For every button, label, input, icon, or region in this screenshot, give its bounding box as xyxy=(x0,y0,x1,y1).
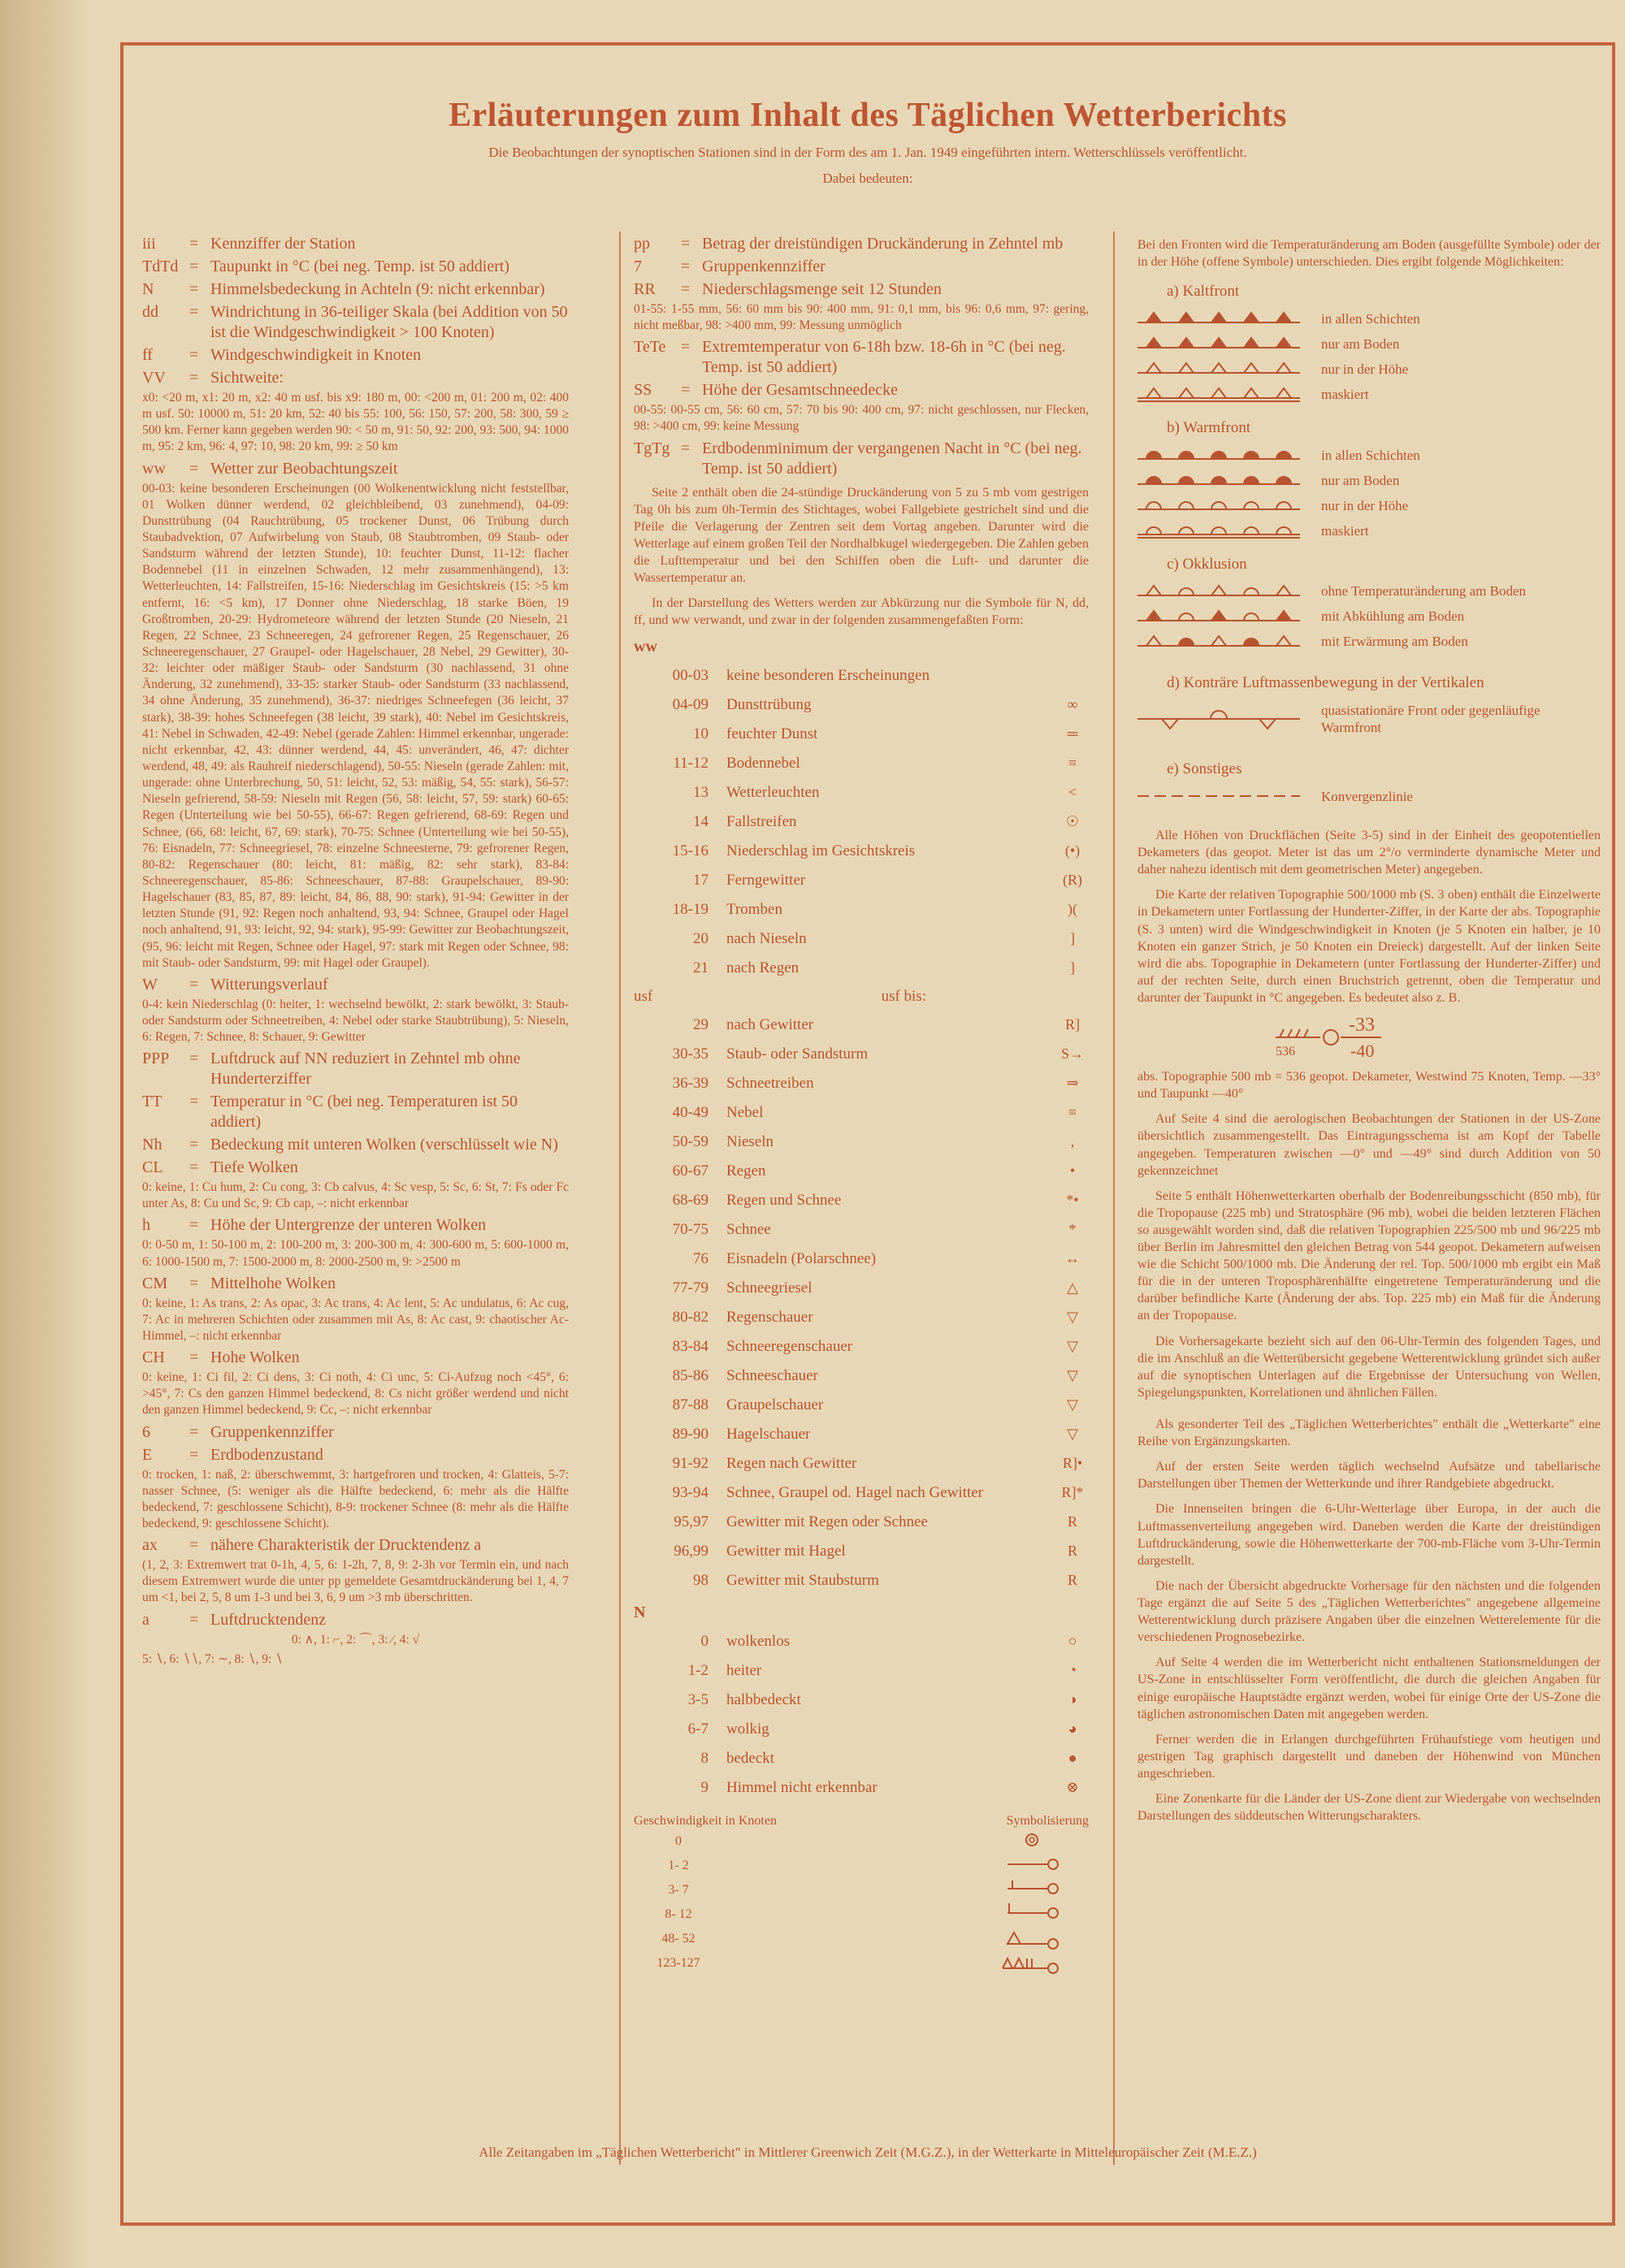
ww-symbol-icon: ▽ xyxy=(1067,1338,1078,1355)
ww-description: keine besonderen Erscheinungen xyxy=(726,666,930,684)
ww-symbol-icon: ═ xyxy=(1067,725,1078,742)
cloud-cover-code: 6-7 xyxy=(687,1720,708,1738)
ww-row xyxy=(634,1185,1089,1214)
wind-table xyxy=(634,1829,1089,1976)
cloud-cover-description: wolkenlos xyxy=(726,1632,791,1650)
okklusion-list xyxy=(1138,578,1601,654)
ww-code: 30-35 xyxy=(672,1045,708,1063)
ww-symbol-icon: • xyxy=(1069,1162,1076,1179)
ww-symbol-icon: S→ xyxy=(1060,1045,1084,1063)
warmfront-row xyxy=(1138,468,1601,493)
ww-description: Schneegriesel xyxy=(726,1279,812,1296)
ww-description: Eisnadeln (Polarschnee) xyxy=(726,1249,877,1267)
def-ax: ax = nähere Charakteristik der Drucktendenz a xyxy=(142,1536,482,1555)
okklusion-head: c) Okklusion xyxy=(1167,555,1247,573)
def-a: a = Luftdrucktendenz xyxy=(142,1610,327,1629)
warmfront-label: in allen Schichten xyxy=(1321,447,1420,463)
ww-code: 80-82 xyxy=(672,1308,708,1326)
wind-barb-icon xyxy=(999,1830,1064,1853)
ww-row xyxy=(634,1390,1089,1419)
def-ax-desc: (1, 2, 3: Extremwert trat 0-1h, 4, 5, 6: 1-2h, 7, 8, 9: 2-3h vor Termin ein, und nach diesem Extremwert wurde die unter pp gemeldete Gesamtdruckänderung bei 1, 4, 7 um <1, bei 2, 5, 8 um 1-3 und bei 3, 6, 9 um >3 mb überschritten. xyxy=(142,1558,569,1605)
cloud-cover-code: 3-5 xyxy=(687,1690,708,1708)
fronts-intro: Bei den Fronten wird die Temperaturänderung am Boden (ausgefüllte Symbole) oder der in der Höhe (offene Symbole) unterschieden. Dies ergibt folgende Möglichkeiten: xyxy=(1138,238,1601,270)
page-footer: Alle Zeitangaben im „Täglichen Wetterbericht" in Mittlerer Greenwich Zeit (M.G.Z.), in der Wetterkarte in Mitteleuropäischer Zeit (M.E.Z.) xyxy=(479,2145,1257,2160)
wind-speed-label: 0 xyxy=(675,1834,682,1849)
ww-code: 00-03 xyxy=(672,666,708,684)
warmfront-symbol-icon xyxy=(1138,493,1300,517)
warmfront-label: maskiert xyxy=(1321,522,1369,539)
kaltfront-label: in allen Schichten xyxy=(1321,310,1420,327)
warmfront-row xyxy=(1138,443,1601,468)
ww-row xyxy=(634,1302,1089,1331)
kaltfront-symbol-icon xyxy=(1138,331,1300,356)
ww-description: Gewitter mit Staubsturm xyxy=(726,1571,879,1589)
paragraph-example: abs. Topographie 500 mb = 536 geopot. Dekameter, Westwind 75 Knoten, Temp. —33° und Taupunkt —40° xyxy=(1138,1070,1601,1102)
cloud-cover-symbol-icon: ◕ xyxy=(1068,1720,1077,1738)
okklusion-label: mit Erwärmung am Boden xyxy=(1321,634,1468,650)
ww-code: 14 xyxy=(693,812,708,830)
ww-row xyxy=(634,836,1089,865)
ww-code: 21 xyxy=(693,959,708,976)
ww-code: 77-79 xyxy=(672,1279,708,1296)
ww-row xyxy=(634,953,1089,982)
warmfront-label: nur am Boden xyxy=(1321,472,1400,488)
def-cl-desc: 0: keine, 1: Cu hum, 2: Cu cong, 3: Cb calvus, 4: Sc vesp, 5: Sc, 6: St, 7: Fs oder Fc unter As, 8: Cu und Sc, 9: Cb cap, –: nicht erkennbar xyxy=(142,1180,569,1211)
def-iii: iii = Kennziffer der Station xyxy=(142,235,356,253)
ww-code: 60-67 xyxy=(672,1162,708,1179)
wind-speed-label: 8- 12 xyxy=(665,1907,692,1922)
def-rr-desc: 01-55: 1-55 mm, 56: 60 mm bis 90: 400 mm, 91: 0,1 mm, bis 96: 0,6 mm, 97: gering, nicht meßbar, 98: >400 mm, 99: Messung unmöglich xyxy=(634,302,1089,333)
ww-row xyxy=(634,1273,1089,1302)
cloud-cover-row xyxy=(634,1743,1089,1772)
ww-symbol-icon: < xyxy=(1068,784,1077,801)
def-six: 6 = Gruppenkennziffer xyxy=(142,1422,334,1441)
def-cl: CL = Tiefe Wolken xyxy=(142,1158,298,1177)
ww-description: nach Regen xyxy=(726,959,800,976)
def-tete: TeTe = Extremtemperatur von 6-18h bzw. 18-6h in °C (bei neg. Temp. ist 50 addiert) xyxy=(634,338,1066,377)
def-seven: 7 = Gruppenkennziffer xyxy=(634,258,826,275)
ww-code: 93-94 xyxy=(672,1483,708,1501)
wind-speed-label: 3- 7 xyxy=(668,1883,689,1898)
ww-description: Graupelschauer xyxy=(726,1396,824,1413)
ww-row xyxy=(634,1478,1089,1507)
seite-2-paragraph-b: In der Darstellung des Wetters werden zur Abkürzung nur die Symbole für N, dd, ff, und ww verwandt, und zwar in der folgenden zusammengefaßten Form: xyxy=(634,596,1089,628)
ww-row xyxy=(634,807,1089,836)
ww-description: Regen xyxy=(726,1162,766,1179)
page-subtitle-2: Dabei bedeuten: xyxy=(822,171,913,186)
def-h: h = Höhe der Untergrenze der unteren Wolken xyxy=(142,1216,487,1235)
wind-row xyxy=(634,1951,1089,1976)
ww-symbol-icon: R xyxy=(1067,1572,1077,1589)
ww-row xyxy=(634,777,1089,807)
def-tt: TT = Temperatur in °C (bei neg. Temperaturen ist 50 addiert) xyxy=(142,1093,518,1132)
ww-description: Staub- oder Sandsturm xyxy=(726,1045,869,1063)
ww-description: nach Nieseln xyxy=(726,929,807,947)
ww-code: 91-92 xyxy=(672,1454,708,1472)
ww-description: feuchter Dunst xyxy=(726,725,818,742)
ww-table xyxy=(634,660,1089,982)
kaltfront-row xyxy=(1138,357,1601,382)
wind-row xyxy=(634,1927,1089,1951)
cloud-cover-code: 8 xyxy=(700,1749,708,1767)
ww-code: 98 xyxy=(693,1571,708,1589)
def-cm-desc: 0: keine, 1: As trans, 2: As opac, 3: Ac trans, 4: Ac lent, 5: Ac undulatus, 6: Ac cug, 7: Ac in mehreren Schichten oder zusammen mit As, 8: Ac cast, 9: chaotischer Ac-Himmel, –: nicht erkennbar xyxy=(142,1296,569,1344)
topography-example xyxy=(1138,1015,1601,1063)
ww-row xyxy=(634,865,1089,894)
okklusion-symbol-icon xyxy=(1138,604,1300,629)
def-ff: ff = Windgeschwindigkeit in Knoten xyxy=(142,346,422,364)
wind-barb-icon xyxy=(999,1879,1064,1902)
cloud-cover-description: wolkig xyxy=(726,1720,769,1738)
ww-code: 85-86 xyxy=(672,1366,708,1384)
warmfront-symbol-icon xyxy=(1138,518,1300,543)
def-w-desc: 0-4: kein Niederschlag (0: heiter, 1: wechselnd bewölkt, 2: stark bewölkt, 3: Staub- oder Sandsturm oder Schneetreiben, 4: Nebel oder starke Staubtrübung), 5: Nieseln, 6: Regen, 7: Schnee, 8: Schauer, 9: Gewitter xyxy=(142,997,569,1045)
warmfront-symbol-icon xyxy=(1138,443,1300,467)
ww-code: 10 xyxy=(693,725,708,742)
def-ss: SS = Höhe der Gesamtschneedecke xyxy=(634,381,898,400)
paragraph-inner-pages: Die Innenseiten bringen die 6-Uhr-Wetterlage über Europa, in der auch die Luftmassenverteilung angegeben wird. Daneben werden die Karte der dreistündigen Luftdruckänderung, sowie die Höhenwetterkarte der 700-mb-Fläche vom 3-Uhr-Termin dargestellt. xyxy=(1138,1502,1601,1568)
konvergenz-line-icon xyxy=(1138,788,1300,804)
ww-symbol-icon: ▽ xyxy=(1067,1367,1078,1384)
wind-barb-icon xyxy=(999,1903,1064,1926)
def-a-desc-2: 5: ∖, 6: ∖∖, 7: ∼, 8: ∖, 9: ∖ xyxy=(142,1651,283,1666)
def-tdtd: TdTd = Taupunkt in °C (bei neg. Temp. ist 50 addiert) xyxy=(142,258,510,275)
ww-description: Nieseln xyxy=(726,1132,774,1150)
def-h-desc: 0: 0-50 m, 1: 50-100 m, 2: 100-200 m, 3: 200-300 m, 4: 300-600 m, 5: 600-1000 m, 6: 1000-1500 m, 7: 1500-2000 m, 8: 2000-2500 m, 9: >2500 m xyxy=(142,1238,569,1269)
ww-code: 17 xyxy=(693,871,708,889)
paragraph-seite-5: Seite 5 enthält Höhenwetterkarten oberhalb der Bodenreibungsschicht (850 mb), für die Tropopause (225 mb) und Stratosphäre (96 mb), wobei die beiden letzteren Flächen so ausgewählt worden sind, daß die relativen Topographien 225/500 mb und 96/225 mb über Berlin im Jahresmittel den gleichen Betrag von 544 geopot. Dekametern aufweisen wie die Schicht 500/1000 mb. Die Änderung der rel. Top. 500/1000 mb ergibt ein Maß für die in der unteren Troposphärenhälfte eingetretene Temperaturänderung und die darüber befindliche Karte (Änderung der abs. Top. 225 mb) ein Maß für die Änderung an der Tropopause. xyxy=(1138,1188,1601,1323)
ww-description: Bodennebel xyxy=(726,754,800,772)
cloud-cover-symbol-icon: ◑ xyxy=(1068,1691,1077,1708)
page-title: Erläuterungen zum Inhalt des Täglichen Wetterberichts xyxy=(448,97,1287,134)
ww-description: Niederschlag im Gesichtskreis xyxy=(726,842,916,859)
ww-row xyxy=(634,1331,1089,1361)
ww-symbol-icon: *• xyxy=(1066,1192,1079,1209)
cloud-cover-symbol-icon: ○ xyxy=(1068,1633,1077,1650)
ww-code: 36-39 xyxy=(672,1074,708,1092)
def-ch-desc: 0: keine, 1: Ci fil, 2: Ci dens, 3: Ci noth, 4: Ci unc, 5: Ci-Aufzug noch <45°, 6: >45°, 7: Cs den ganzen Himmel bedeckend, 8: Cs nicht größer werdend und nicht den ganzen Himmel bedeckend, 9: Cc, –: nicht erkennbar xyxy=(142,1370,569,1418)
warmfront-row xyxy=(1138,493,1601,518)
cloud-cover-row xyxy=(634,1685,1089,1714)
ww-row xyxy=(634,1039,1089,1068)
wind-row xyxy=(634,1902,1089,1927)
ww-row xyxy=(634,690,1089,719)
ww-row xyxy=(634,1214,1089,1244)
ww-symbol-icon: ⇒ xyxy=(1066,1075,1079,1092)
ww-row xyxy=(634,660,1089,690)
ww-symbol-icon: (•) xyxy=(1064,842,1081,859)
wind-barb-icon xyxy=(999,1952,1064,1975)
paragraph-seite-4: Auf Seite 4 sind die aerologischen Beobachtungen der Stationen in der US-Zone übersichtlich zusammengestellt. Das Eintragungsschema ist am Kopf der Tabelle angegeben. Temperaturen zwischen —0° und —49° sind durch Addition von 50 gekennzeichnet xyxy=(1138,1112,1601,1178)
ww-symbol-icon: ▽ xyxy=(1067,1426,1078,1443)
ww-row xyxy=(634,1448,1089,1478)
ww-symbol-icon: R] xyxy=(1065,1016,1080,1033)
warmfront-label: nur in der Höhe xyxy=(1321,497,1409,513)
ww-row xyxy=(634,1068,1089,1097)
paragraph-forecast-next: Die nach der Übersicht abgedruckte Vorhersage für den nächsten und die folgenden Tage ergänzt die auf Seite 5 des „Täglichen Wetterberichtes" angegebene allgemeine Wetterentwicklung durch präzisere Angaben über die einzelnen Wetterelemente für die verschiedenen Prognosebezirke. xyxy=(1138,1578,1601,1645)
ww-description: Wetterleuchten xyxy=(726,783,820,801)
ww-description: nach Gewitter xyxy=(726,1015,814,1033)
warmfront-head: b) Warmfront xyxy=(1167,418,1251,436)
kaltfront-symbol-icon xyxy=(1138,357,1300,381)
def-ww-desc: 00-03: keine besonderen Erscheinungen (00 Wolkenentwicklung nicht feststellbar, 01 Wolken dünner werdend, 02 gleichbleibend, 03 zunehmend), 04-09: Dunsttrübung (04 Rauchtrübung, 05 trockener Dunst, 06 Trübung durch Staubadvektion, 07 Aufwirbelung von Staub, 08 Staubtromben, 09 Staub- oder Sandsturm während der letzten Stunde), 10: feuchter Dunst, 11-12: flacher Bodennebel (11 in einzelnen Schwaden, 12 mehr zusammenhängend), 13: Wetterleuchten, 14: Fallstreifen, 15-16: Niederschlag im Gesichtskreis (15: >5 km entfernt, 16: <5 km), 17 Donner ohne Niederschlag, 18 starke Böen, 19 Großtromben, 20-29: Hydrometeore während der letzten Stunde (20 Nieseln, 21 Regen, 22 Schnee, 23 Schneeregen, 24 gefrorener Regen, 25 Regenschauer, 26 Schneeregenschauer, 27 Graupel- oder Hagelschauer, 28 Nebel, 29 Gewitter), 30-32: leichter oder mäßiger Staub- oder Sandsturm (30 nachlassend, 31 ohne Änderung, 32 zunehmend), 33-35: starker Staub- oder Sandsturm (33 nachlassend, 34 ohne Änderung, 35 zunehmend), 36-37: niedriges Schneefegen (36 leicht, 37 stark), 38-39: hohes Schneefegen (38 leicht, 39 stark), 40: Nebel im Gesichtskreis, 41: Nebel in Schwaden, 42-49: Nebel (gerade Zahlen: Himmel erkennbar, ungerade: nicht erkennbar, 42, 43: dünner werdend, 44, 45: unverändert, 46, 47: dichter werdend, 48, 49: als Rauhreif niederschlagend), 50-55: Nieseln (gerade Zahlen: mit, ungerade: ohne Unterbrechung, 50, 51: leicht, 52, 53: mäßig, 54, 55: stark), 56-57: Nieseln gefrierend, 58-59: Nieseln mit Regen (56, 58: leicht, 57, 59: stark) 60-65: Regen (Unterteilung wie bei 50-55), 66-67: Regen gefrierend, 68-69: Regen und Schnee, (66, 68: leicht, 67, 69: stark), 70-75: Schnee (Unterteilung wie bei 50-55), 76: Eisnadeln, 77: Schneegriesel, 78: einzelne Schneesterne, 79: gefrorener Regen, 80-82: Regenschauer (80: leicht, 81: mäßig, 82: sehr stark), 83-84: Schneeregenschauer, 85-86: Schneeschauer, 87-88: Graupelschauer, 89-90: Hagelschauer (83, 85, 87, 89: leicht, 84, 86, 88, 90: stark), 91-94: Gewitter in der letzten Stunde (91, 92: Regen noch anhaltend, 93, 94: Schnee, Graupel oder Hagel noch anhaltend, 91, 93: leicht, 92, 94: stark), 95-99: Gewitter zur Beobachtungszeit, (95, 96: leicht mit Regen, Schnee oder Hagel, 97: stark mit Regen oder Schnee, 98: mit Staub- oder Sandsturm, 99: mit Hagel oder Graupel). xyxy=(142,481,569,970)
column-middle xyxy=(634,232,1089,1976)
ww-code: 13 xyxy=(693,783,708,801)
okklusion-symbol-icon xyxy=(1138,579,1300,604)
sonstiges-head: e) Sonstiges xyxy=(1167,760,1242,778)
cloud-cover-description: halbbedeckt xyxy=(726,1690,801,1708)
ww-code: 68-69 xyxy=(672,1191,708,1209)
ww-code: 96,99 xyxy=(674,1542,708,1560)
usf-left: usf xyxy=(634,987,653,1005)
usf-row xyxy=(634,982,1089,1010)
ww-description: Tromben xyxy=(726,900,782,918)
ww-symbol-icon: ☉ xyxy=(1065,813,1080,830)
wind-head-left: Geschwindigkeit in Knoten xyxy=(634,1814,777,1829)
ww-row xyxy=(634,1565,1089,1595)
wind-barb-icon xyxy=(999,1855,1064,1877)
ww-code: 89-90 xyxy=(672,1425,708,1443)
ww-symbol-icon: * xyxy=(1068,1221,1077,1238)
paper-edge-shadow xyxy=(0,0,89,2268)
ww-code: 29 xyxy=(693,1015,708,1033)
cloud-cover-row xyxy=(634,1626,1089,1656)
ww-row xyxy=(634,1097,1089,1127)
wind-speed-label: 123-127 xyxy=(656,1956,700,1971)
ww-row xyxy=(634,748,1089,777)
def-a-desc-1: 0: ∧, 1: ⌐, 2: ⌒, 3: ∕, 4: √ xyxy=(291,1632,420,1647)
cloud-cover-row xyxy=(634,1772,1089,1802)
quasistationary-label: quasistationäre Front oder gegenläufige Warmfront xyxy=(1321,702,1540,736)
ww-description: Hagelschauer xyxy=(726,1425,811,1443)
ww-symbol-icon: ∞ xyxy=(1067,696,1078,713)
def-w: W = Witterungsverlauf xyxy=(142,975,328,993)
ww-symbol-icon: R]• xyxy=(1062,1455,1083,1472)
column-left xyxy=(142,232,569,1671)
paragraph-zonenkarte: Eine Zonenkarte für die Länder der US-Zone dient zur Wiedergabe von wechselnden Darstellungen des süddeutschen Witterungscharakters. xyxy=(1138,1792,1601,1824)
ww-symbol-icon: R xyxy=(1067,1543,1077,1560)
ww-description: Nebel xyxy=(726,1103,764,1121)
okklusion-symbol-icon xyxy=(1138,630,1300,654)
ww-row xyxy=(634,1156,1089,1185)
ww-row xyxy=(634,924,1089,953)
front-row-quasistationary xyxy=(1138,698,1601,740)
ww-row xyxy=(634,1244,1089,1273)
column-divider-2 xyxy=(1113,232,1115,2165)
ww-code: 76 xyxy=(693,1249,708,1267)
column-right xyxy=(1138,232,1601,1833)
def-rr: RR = Niederschlagsmenge seit 12 Stunden xyxy=(634,280,942,298)
ww-code: 50-59 xyxy=(672,1132,708,1150)
def-ppp: PPP = Luftdruck auf NN reduziert in Zehntel mb ohne Hunderterziffer xyxy=(142,1050,521,1089)
warmfront-row xyxy=(1138,518,1601,543)
cloud-cover-symbol-icon: ⊗ xyxy=(1066,1779,1079,1796)
ww-row xyxy=(634,1536,1089,1565)
wind-head-right: Symbolisierung xyxy=(1006,1814,1089,1829)
wind-row xyxy=(634,1878,1089,1902)
cloud-cover-description: heiter xyxy=(726,1661,762,1679)
paragraph-station-reports: Auf Seite 4 werden die im Wetterbericht nicht enthaltenen Stationsmeldungen der US-Zone in entschlüsselter Form veröffentlicht, die durch die gleichen Angaben für einige europäische Hauptstädte ergänzt werden, wobei für einige Orte der US-Zone die täglichen astronomischen Daten mit angegeben werden. xyxy=(1138,1656,1601,1721)
ww-row xyxy=(634,719,1089,748)
ww-description: Dunsttrübung xyxy=(726,695,812,713)
column-divider-1 xyxy=(619,232,621,2165)
wind-barb-icon xyxy=(999,1928,1064,1950)
paragraph-first-page: Auf der ersten Seite werden täglich wechselnd Aufsätze und tabellarische Darstellungen über Themen der Wetterkunde und ihrer Randgebiete abgedruckt. xyxy=(1138,1460,1601,1491)
def-n: N = Himmelsbedeckung in Achteln (9: nicht erkennbar) xyxy=(142,280,545,298)
okklusion-row xyxy=(1138,604,1601,629)
ww-description: Schneeschauer xyxy=(726,1366,818,1384)
def-e-desc: 0: trocken, 1: naß, 2: überschwemmt, 3: hartgefroren und trocken, 4: Glatteis, 5-7: nasser Schnee, (5: weniger als die Hälfte bedeckend, 6: mehr als die Hälfte bedeckend, 7: geschlossene Schicht), 8-9: trockener Schnee (8: mehr als die Hälfte bedeckend, 9: geschlossene Schicht). xyxy=(142,1467,569,1531)
kaltfront-row xyxy=(1138,331,1601,357)
cloud-cover-code: 9 xyxy=(700,1778,708,1796)
n-table-header: N xyxy=(634,1604,646,1622)
ww-description: Regen und Schnee xyxy=(726,1191,842,1209)
ww-code: 15-16 xyxy=(672,842,708,859)
def-ch: CH = Hohe Wolken xyxy=(142,1348,300,1367)
wind-row xyxy=(634,1829,1089,1854)
example-dewpoint: -40 xyxy=(1350,1041,1375,1062)
ww-description: Regen nach Gewitter xyxy=(726,1454,857,1472)
ww-symbol-icon: ▽ xyxy=(1067,1309,1078,1326)
cloud-cover-symbol-icon: ● xyxy=(1068,1750,1077,1767)
okklusion-row xyxy=(1138,578,1601,604)
paragraph-forecast: Die Vorhersagekarte bezieht sich auf den 06-Uhr-Termin des folgenden Tages, und die im Anschluß an die Wetterübersicht gegebene Wetterentwicklung gründet sich außer auf die synoptischen Unterlagen auf die Ergebnisse der Untersuchung von Wellen, Spiegelungspunkten, Korrelationen und ähnlichen Fällen. xyxy=(1138,1334,1601,1400)
cloud-cover-description: Himmel nicht erkennbar xyxy=(726,1778,878,1796)
wind-speed-label: 48- 52 xyxy=(661,1932,696,1946)
ww-symbol-icon: )( xyxy=(1068,901,1077,918)
paragraph-wetterkarte: Als gesonderter Teil des „Täglichen Wetterberichtes" enthält die „Wetterkarte" eine Reihe von Ergänzungskarten. xyxy=(1138,1418,1601,1449)
ww-code: 83-84 xyxy=(672,1337,708,1355)
page-subtitle: Die Beobachtungen der synoptischen Stationen sind in der Form des am 1. Jan. 1949 eingeführten intern. Wetterschlüssels veröffentlicht. xyxy=(488,145,1247,160)
ww-description: Schneeregenschauer xyxy=(726,1337,853,1355)
ww-symbol-icon: R]* xyxy=(1061,1484,1084,1501)
station-model-icon xyxy=(1276,1015,1487,1063)
cloud-cover-code: 0 xyxy=(700,1632,708,1650)
def-ww: ww = Wetter zur Beobachtungszeit xyxy=(142,459,398,478)
def-e: E = Erdbodenzustand xyxy=(142,1445,323,1464)
kaltfront-label: nur am Boden xyxy=(1321,335,1400,352)
ww-symbol-icon: ] xyxy=(1070,930,1075,947)
ww-description: Gewitter mit Regen oder Schnee xyxy=(726,1513,928,1530)
ww-symbol-icon: ▽ xyxy=(1067,1396,1078,1413)
def-vv-desc: x0: <20 m, x1: 20 m, x2: 40 m usf. bis x9: 180 m, 00: <200 m, 01: 200 m, 02: 400 m usf. 50: 10000 m, 51: 20 km, 52: 40 bis 55: 100, 56: 150, 57: 200, 58: 300, 59 ≥ 500 km. Ferner kann gegeben werden 90: < 50 m, 91: 50, 92: 200, 93: 500, 94: 1000 m, 95: 2 km, 96: 4, 97: 10, 98: 20 km, 99: ≥ 50 km xyxy=(142,391,569,454)
def-vv: VV = Sichtweite: xyxy=(142,369,284,387)
kaltfront-symbol-icon xyxy=(1138,306,1300,331)
ww-symbol-icon: ≡ xyxy=(1068,755,1077,772)
ww-table-header: ww xyxy=(634,638,657,656)
okklusion-row xyxy=(1138,629,1601,654)
cloud-cover-description: bedeckt xyxy=(726,1749,775,1767)
kaltfront-head: a) Kaltfront xyxy=(1167,283,1240,301)
ww-symbol-icon: ≡ xyxy=(1068,1104,1077,1121)
wind-row xyxy=(634,1854,1089,1878)
def-ss-desc: 00-55: 00-55 cm, 56: 60 cm, 57: 70 bis 90: 400 cm, 97: nicht geschlossen, nur Flecken, 98: >400 cm, 99: keine Messung xyxy=(634,403,1089,434)
ww-code: 40-49 xyxy=(672,1103,708,1121)
ww-description: Schnee, Graupel od. Hagel nach Gewitter xyxy=(726,1483,984,1501)
front-row-konvergenz xyxy=(1138,784,1601,809)
ww-code: 70-75 xyxy=(672,1220,708,1238)
ww-table-2 xyxy=(634,1010,1089,1595)
def-tgtg: TgTg = Erdbodenminimum der vergangenen Nacht in °C (bei neg. Temp. ist 50 addiert) xyxy=(634,439,1082,478)
warmfront-list xyxy=(1138,443,1601,543)
ww-symbol-icon: △ xyxy=(1067,1279,1078,1296)
ww-description: Schneetreiben xyxy=(726,1074,814,1092)
def-pp: pp = Betrag der dreistündigen Druckänderung in Zehntel mb xyxy=(634,235,1064,253)
def-cm: CM = Mittelhohe Wolken xyxy=(142,1274,336,1292)
quasistationary-front-icon xyxy=(1138,707,1300,731)
paragraph-erlangen: Ferner werden die in Erlangen durchgeführten Frühaufstiege vom heutigen und gestrigen Tag graphisch dargestellt und daneben der Höhenwind von München angeschrieben. xyxy=(1138,1732,1601,1781)
okklusion-label: mit Abkühlung am Boden xyxy=(1321,608,1465,625)
example-height: 536 xyxy=(1276,1045,1295,1059)
okklusion-label: ohne Temperaturänderung am Boden xyxy=(1321,583,1526,599)
ww-row xyxy=(634,1507,1089,1536)
ww-row xyxy=(634,1127,1089,1156)
paragraph-topography: Die Karte der relativen Topographie 500/1000 mb (S. 3 oben) enthält die Einzelwerte in Dekametern unter Fortlassung der Hunderter-Ziffer, in der Karte der abs. Topographie (S. 3 unten) wird die Windgeschwindigkeit in Knoten (je 5 Knoten ein halber, je 10 Knoten ein ganzer Strich, je 50 Knoten ein Dreieck) dargestellt. Auf der linken Seite wird die abs. Topographie in Dekametern (unter Fortlassung der Hunderter-Ziffer) und auf der rechten Seite, durch einen Bruchstrich getrennt, oben die Temperatur und darunter der Taupunkt in °C angegeben. Es bedeutet also z. B. xyxy=(1138,888,1601,1005)
kaltfront-label: maskiert xyxy=(1321,386,1369,402)
ww-description: Schnee xyxy=(726,1220,771,1238)
ww-description: Regenschauer xyxy=(726,1308,813,1326)
ww-row xyxy=(634,894,1089,924)
kaltfront-symbol-icon xyxy=(1138,382,1300,406)
ww-code: 87-88 xyxy=(672,1396,708,1413)
ww-symbol-icon: , xyxy=(1070,1133,1075,1150)
def-nh: Nh = Bedeckung mit unteren Wolken (verschlüsselt wie N) xyxy=(142,1136,558,1154)
cloud-cover-row xyxy=(634,1656,1089,1685)
ww-code: 20 xyxy=(693,929,708,947)
cloud-cover-row xyxy=(634,1714,1089,1743)
ww-description: Ferngewitter xyxy=(726,871,806,889)
cloud-cover-symbol-icon: ◔ xyxy=(1068,1662,1077,1679)
kaltfront-row xyxy=(1138,382,1601,407)
ww-description: Fallstreifen xyxy=(726,812,797,830)
ww-code: 18-19 xyxy=(672,900,708,918)
usf-right: usf bis: xyxy=(881,987,926,1005)
ww-symbol-icon: ↔ xyxy=(1065,1250,1080,1267)
wind-table-header xyxy=(634,1813,1089,1829)
warmfront-symbol-icon xyxy=(1138,468,1300,492)
paragraph-heights: Alle Höhen von Druckflächen (Seite 3-5) sind in der Einheit des geopotentiellen Dekameters (das geopot. Meter ist das um 2°/o verminderte dynamische Meter und daher nahezu identisch mit dem geometrischen Meter) angegeben. xyxy=(1138,828,1601,877)
example-temp: -33 xyxy=(1349,1015,1375,1037)
ww-symbol-icon: R xyxy=(1067,1513,1077,1530)
ww-symbol-icon: ] xyxy=(1070,959,1075,976)
ww-code: 11-12 xyxy=(673,754,708,772)
seite-2-paragraph: Seite 2 enthält oben die 24-stündige Druckänderung von 5 zu 5 mb vom gestrigen Tag 0h bis zum 0h-Termin des Stichtages, wobei Fallgebiete gestrichelt sind und die Pfeile die Verlagerung der Zentren seit dem Vortag angeben. Darunter wird die Wetterlage auf einem großen Teil der Nordhalbkugel wiedergegeben. Die Zahlen geben die Lufttemperatur und bei den Schiffen oben die Luft- und darunter die Wassertemperatur an. xyxy=(634,485,1089,586)
ww-code: 04-09 xyxy=(672,695,708,713)
cloud-cover-code: 1-2 xyxy=(687,1661,708,1679)
ww-symbol-icon: (R) xyxy=(1063,872,1082,889)
def-dd: dd = Windrichtung in 36-teiliger Skala (bei Addition von 50 ist die Windgeschwindigkeit > 100 Knoten) xyxy=(142,303,568,341)
kaltfront-label: nur in der Höhe xyxy=(1321,361,1409,377)
kaltfront-list xyxy=(1138,306,1601,407)
cloud-cover-table xyxy=(634,1626,1089,1802)
kaltfront-row xyxy=(1138,306,1601,331)
vertical-head: d) Konträre Luftmassenbewegung in der Vertikalen xyxy=(1167,674,1484,692)
ww-description: Gewitter mit Hagel xyxy=(726,1542,846,1560)
ww-row xyxy=(634,1361,1089,1390)
wind-speed-label: 1- 2 xyxy=(668,1859,689,1873)
konvergenz-label: Konvergenzlinie xyxy=(1321,788,1413,804)
ww-code: 95,97 xyxy=(674,1513,708,1530)
ww-row xyxy=(634,1010,1089,1039)
ww-row xyxy=(634,1419,1089,1448)
